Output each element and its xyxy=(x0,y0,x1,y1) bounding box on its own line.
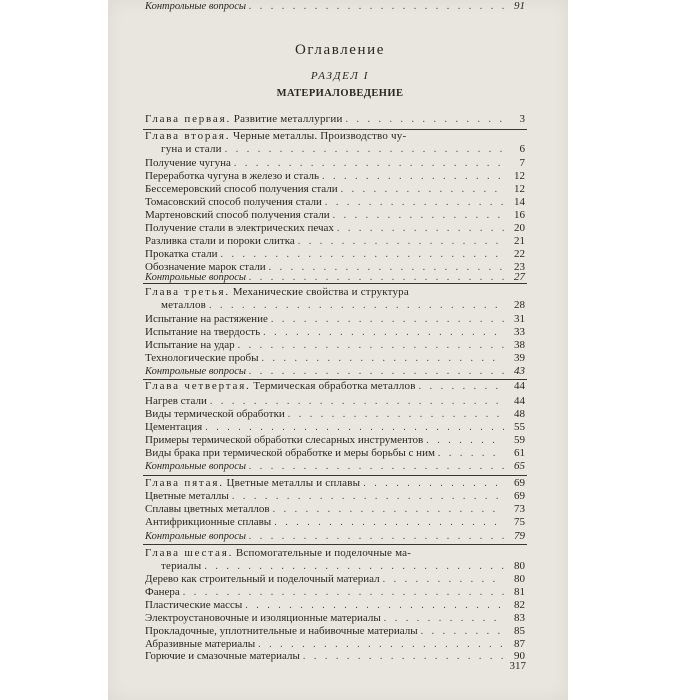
toc-item xyxy=(145,395,525,408)
page-ref: 73 xyxy=(514,503,525,515)
page-ref: 61 xyxy=(514,447,525,459)
page-ref: 81 xyxy=(514,586,525,598)
toc-item xyxy=(145,516,525,529)
toc-review-questions xyxy=(145,271,525,284)
toc-item xyxy=(145,573,525,586)
entry-text: Контрольные вопросы xyxy=(145,272,247,283)
page-ref: 59 xyxy=(514,434,525,446)
entry-text: Абразивные материалы xyxy=(145,638,256,650)
entry-text: Нагрев стали xyxy=(145,395,207,407)
entry-text: Цементация xyxy=(145,421,203,433)
page-ref: 43 xyxy=(514,365,525,377)
chapter-title: Механические свойства и структура xyxy=(232,286,409,298)
toc-review-questions xyxy=(145,365,525,378)
page-ref: 39 xyxy=(514,352,525,364)
section-heading: РАЗДЕЛ I xyxy=(310,70,370,82)
toc-item xyxy=(145,170,525,183)
toc-item xyxy=(145,447,525,460)
page-ref: 28 xyxy=(514,299,525,311)
page-ref: 75 xyxy=(514,516,525,528)
chapter-title: териалы xyxy=(161,560,202,572)
toc-chapter-entry-continued xyxy=(145,299,525,312)
toc-chapter-entry xyxy=(145,113,525,126)
page-ref: 83 xyxy=(514,612,525,624)
entry-text: Прокатка стали xyxy=(145,248,218,260)
page-ref: 82 xyxy=(514,599,525,611)
page-ref: 21 xyxy=(514,235,525,247)
page-ref: 16 xyxy=(514,209,525,221)
toc-item xyxy=(145,421,525,434)
chapter-title: Вспомогательные и поделочные ма- xyxy=(235,547,412,559)
toc-item xyxy=(145,490,525,503)
page-ref: 44 xyxy=(514,395,525,407)
entry-text: Контрольные вопросы xyxy=(145,531,247,542)
entry-text: Электроустановочные и изоляционные материалы xyxy=(145,612,381,624)
toc-item xyxy=(145,650,525,663)
page-ref: 65 xyxy=(514,460,525,472)
page-ref: 48 xyxy=(514,408,525,420)
chapter-title: металлов xyxy=(161,299,207,311)
chapter-label: Глава вторая. xyxy=(145,130,231,142)
chapter-label: Глава шестая. xyxy=(145,547,234,559)
entry-text: Бессемеровский способ получения стали xyxy=(145,183,338,195)
chapter-title: Развитие металлургии xyxy=(233,113,343,125)
entry-text: Виды термической обработки xyxy=(145,408,285,420)
chapter-title: Термическая обработка металлов xyxy=(253,380,416,392)
chapter-label: Глава пятая. xyxy=(145,477,224,489)
page-ref: 38 xyxy=(514,339,525,351)
toc-chapter-entry xyxy=(145,477,525,490)
page-ref: 27 xyxy=(514,271,525,283)
entry-text: Контрольные вопросы xyxy=(145,1,247,12)
page-ref: 87 xyxy=(514,638,525,650)
entry-text: Обозначение марок стали xyxy=(145,261,266,273)
toc-item xyxy=(145,248,525,261)
toc-item xyxy=(145,196,525,209)
chapter-title: Цветные металлы и сплавы xyxy=(226,477,361,489)
chapter-title: Черные металлы. Производство чу- xyxy=(233,130,407,142)
entry-text: Мартеновский способ получения стали xyxy=(145,209,330,221)
page-ref: 3 xyxy=(519,113,525,125)
toc-review-questions xyxy=(145,530,525,543)
page-ref: 20 xyxy=(514,222,525,234)
entry-text: Дерево как строительный и поделочный материал xyxy=(145,573,380,585)
toc-item xyxy=(145,183,525,196)
entry-text: Сплавы цветных металлов xyxy=(145,503,270,515)
chapter-label: Глава третья. xyxy=(145,286,230,298)
section-name: МАТЕРИАЛОВЕДЕНИЕ xyxy=(276,88,404,99)
toc-title: Оглавление xyxy=(294,42,386,58)
toc-item xyxy=(145,408,525,421)
toc-item xyxy=(145,434,525,447)
toc-item xyxy=(145,209,525,222)
entry-text: Переработка чугуна в железо и сталь xyxy=(145,170,319,182)
page-ref: 91 xyxy=(514,0,525,12)
entry-text: Виды брака при термической обработке и меры борьбы с ним xyxy=(145,447,435,459)
page-ref: 79 xyxy=(514,530,525,542)
toc-item xyxy=(145,612,525,625)
toc-item xyxy=(145,235,525,248)
toc-item xyxy=(145,339,525,352)
page-ref: 22 xyxy=(514,248,525,260)
toc-review-questions xyxy=(145,460,525,473)
page-ref: 85 xyxy=(514,625,525,637)
entry-text: Цветные металлы xyxy=(145,490,229,502)
page-ref: 80 xyxy=(514,573,525,585)
page-ref: 12 xyxy=(514,183,525,195)
entry-text: Горючие и смазочные материалы xyxy=(145,650,300,662)
toc-item xyxy=(145,313,525,326)
toc-chapter-entry-continued xyxy=(145,560,525,573)
entry-text: Примеры термической обработки слесарных инструментов xyxy=(145,434,424,446)
toc-review-questions xyxy=(145,0,525,13)
entry-text: Контрольные вопросы xyxy=(145,461,247,472)
page-ref: 6 xyxy=(519,143,525,155)
entry-text: Получение чугуна xyxy=(145,157,231,169)
page-ref: 7 xyxy=(519,157,525,169)
entry-text: Пластические массы xyxy=(145,599,243,611)
toc-item xyxy=(145,157,525,170)
page-ref: 23 xyxy=(514,261,525,273)
chapter-rule xyxy=(143,544,527,545)
page-ref: 44 xyxy=(514,380,525,392)
entry-text: Испытание на удар xyxy=(145,339,235,351)
page-ref: 80 xyxy=(514,560,525,572)
entry-text: Контрольные вопросы xyxy=(145,366,247,377)
page-ref: 31 xyxy=(514,313,525,325)
toc-item xyxy=(145,599,525,612)
toc-item xyxy=(145,625,525,638)
entry-text: Томасовский способ получения стали xyxy=(145,196,322,208)
entry-text: Фанера xyxy=(145,586,180,598)
entry-text: Технологические пробы xyxy=(145,352,259,364)
page-ref: 12 xyxy=(514,170,525,182)
page-ref: 33 xyxy=(514,326,525,338)
toc-chapter-entry xyxy=(145,547,525,560)
page-ref: 14 xyxy=(514,196,525,208)
page-ref: 69 xyxy=(514,477,525,489)
entry-text: Испытание на растяжение xyxy=(145,313,268,325)
toc-item xyxy=(145,503,525,516)
chapter-rule xyxy=(143,475,527,476)
toc-chapter-entry-continued xyxy=(145,143,525,156)
entry-text: Антифрикционные сплавы xyxy=(145,516,272,528)
entry-text: Разливка стали и пороки слитка xyxy=(145,235,295,247)
chapter-label: Глава четвертая. xyxy=(145,380,251,392)
toc-item xyxy=(145,586,525,599)
toc-chapter-entry xyxy=(145,380,525,393)
page-ref: 55 xyxy=(514,421,525,433)
toc-chapter-entry xyxy=(145,286,525,299)
entry-text: Прокладочные, уплотнительные и набивочные материалы xyxy=(145,625,418,637)
toc-item xyxy=(145,326,525,339)
toc-chapter-entry xyxy=(145,130,525,143)
toc-item xyxy=(145,222,525,235)
entry-text: Получение стали в электрических печах xyxy=(145,222,334,234)
chapter-label: Глава первая. xyxy=(145,113,231,125)
page-number: 317 xyxy=(509,660,526,672)
chapter-title: гуна и стали xyxy=(161,143,222,155)
page-ref: 69 xyxy=(514,490,525,502)
toc-item xyxy=(145,352,525,365)
entry-text: Испытание на твердость xyxy=(145,326,261,338)
page-ref: 90 xyxy=(514,650,525,662)
